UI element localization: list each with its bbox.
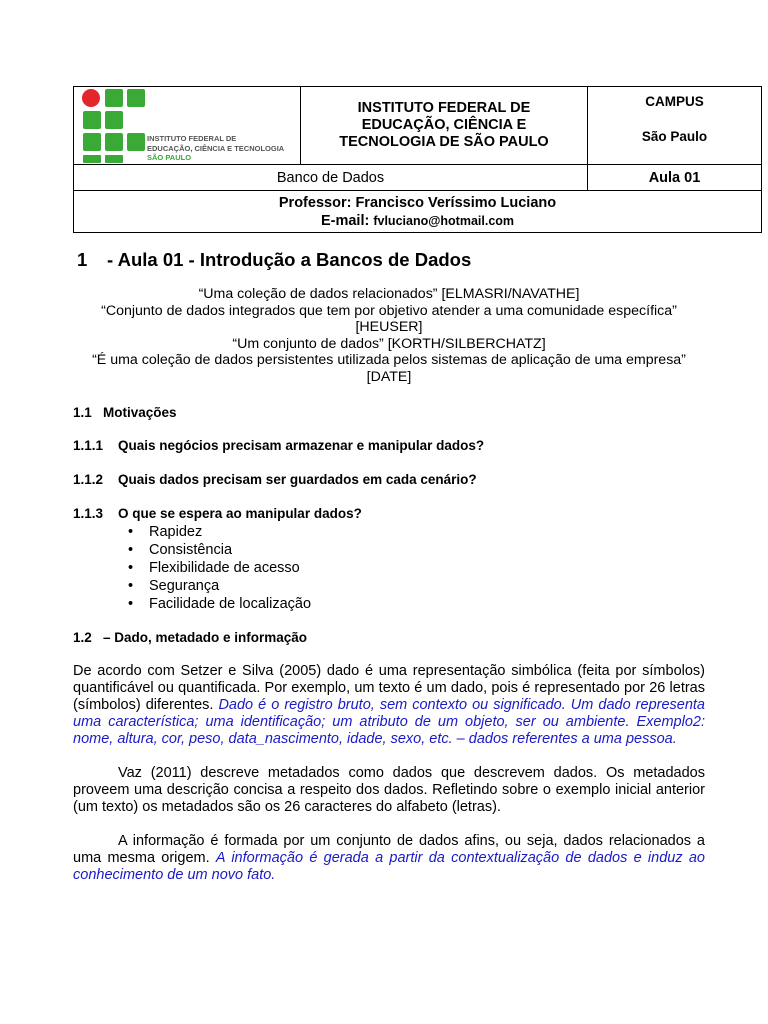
campus-label: CAMPUS	[645, 93, 704, 109]
campus-value: São Paulo	[641, 128, 708, 144]
subject-name: Banco de Dados	[74, 165, 588, 191]
svg-text:EDUCAÇÃO, CIÊNCIA E TECNOLOGIA: EDUCAÇÃO, CIÊNCIA E TECNOLOGIA	[147, 144, 285, 153]
highlight-text: Dado é o registro bruto, sem contexto ou significado. Um dado representa uma característica; uma identificação; um atributo de um objeto, ser ou ambiente. Exemplo2: nome, altura, cor, peso, data_nascimento, idade, sexo, etc. – dados referentes a uma pessoa.	[73, 697, 705, 747]
email-value[interactable]: fvluciano@hotmail.com	[373, 213, 515, 228]
quote-line: [DATE]	[366, 368, 412, 385]
professor-cell	[74, 191, 762, 233]
svg-text:SÃO PAULO: SÃO PAULO	[147, 153, 192, 162]
heading-title: Quais dados precisam ser guardados em cada cenário?	[118, 472, 477, 487]
paragraph-dado	[73, 663, 705, 748]
section-number: 1	[77, 249, 88, 270]
heading-1-1-3	[73, 505, 705, 523]
heading-title: – Dado, metadado e informação	[103, 630, 308, 645]
list-item: • Rapidez	[128, 523, 705, 541]
section-1-heading	[73, 246, 705, 276]
heading-title: Motivações	[103, 405, 177, 420]
institute-line: INSTITUTO FEDERAL DE	[357, 100, 531, 116]
list-item: • Facilidade de localização	[128, 595, 705, 613]
heading-title: O que se espera ao manipular dados?	[118, 506, 362, 521]
institute-name	[301, 87, 588, 165]
heading-1-1-1	[73, 437, 705, 455]
heading-number: 1.1.3	[73, 506, 104, 521]
paragraph-text: A informação é formada por um conjunto de dados afins, ou seja, dados relacionados a uma mesma origem.	[73, 833, 705, 866]
quote-line: [HEUSER]	[355, 319, 423, 335]
expectations-list	[73, 523, 705, 613]
definition-quotes	[73, 286, 705, 385]
highlight-text: A informação é gerada a partir da contextualização de dados e induz ao conhecimento de um novo fato.	[73, 850, 705, 883]
logo-cell	[74, 87, 301, 165]
heading-1-2	[73, 629, 705, 647]
quote-line: “Uma coleção de dados relacionados” [ELMASRI/NAVATHE]	[198, 286, 580, 302]
institute-line: TECNOLOGIA DE SÃO PAULO	[339, 134, 549, 150]
paragraph-metadado: Vaz (2011) descreve metadados como dados que descrevem dados. Os metadados proveem uma descrição concisa a respeito dos dados. Refletindo sobre o exemplo inicial anterior (um texto) os metadados são os 26 caracteres do alfabeto (letras).	[73, 765, 705, 815]
heading-number: 1.1	[73, 405, 92, 420]
professor-name: Professor: Francisco Veríssimo Luciano	[278, 194, 557, 211]
heading-number: 1.1.2	[73, 472, 104, 487]
heading-number: 1.2	[73, 630, 92, 645]
list-item: • Flexibilidade de acesso	[128, 559, 705, 577]
lesson-number: Aula 01	[588, 165, 762, 191]
institute-line: EDUCAÇÃO, CIÊNCIA E	[361, 117, 527, 133]
heading-1-1-2	[73, 471, 705, 489]
email-label: E-mail:	[320, 212, 370, 229]
heading-number: 1.1.1	[73, 438, 104, 453]
list-item: • Segurança	[128, 577, 705, 595]
heading-1-1	[73, 404, 705, 422]
quote-line: “Um conjunto de dados” [KORTH/SILBERCHATZ]	[232, 335, 546, 352]
campus-cell	[588, 87, 762, 165]
heading-title: Quais negócios precisam armazenar e manipular dados?	[118, 438, 485, 453]
quote-line: “Conjunto de dados integrados que tem por objetivo atender a uma comunidade específica”	[101, 302, 677, 319]
list-item: • Consistência	[128, 541, 705, 559]
paragraph-text: De acordo com Setzer e Silva (2005) dado é uma representação simbólica (feita por símbolos) quantificável ou quantificada. Por exemplo, um texto é um dado, pois é representado por 26 letras (símbolos) diferentes.	[73, 663, 705, 713]
ifsp-logo	[80, 89, 295, 163]
paragraph-informacao	[73, 833, 705, 884]
section-title: - Aula 01 - Introdução a Bancos de Dados	[107, 249, 472, 270]
document-body	[73, 246, 705, 884]
header-table	[73, 86, 762, 233]
quote-line: “É uma coleção de dados persistentes utilizada pelos sistemas de aplicação de uma empresa”	[92, 352, 686, 368]
svg-text:INSTITUTO FEDERAL DE: INSTITUTO FEDERAL DE	[147, 134, 237, 143]
